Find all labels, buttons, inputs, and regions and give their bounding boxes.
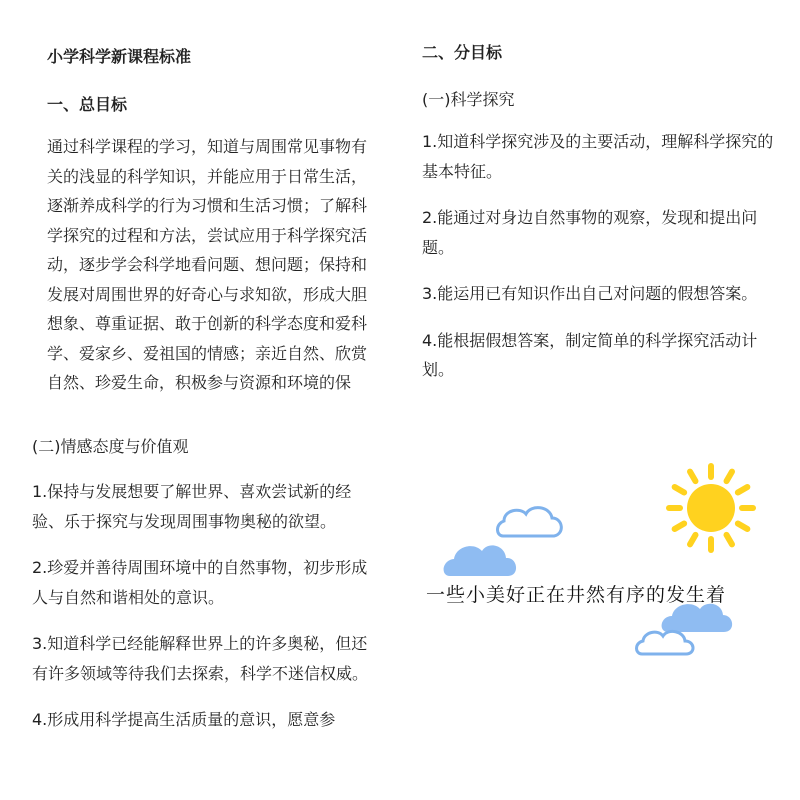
cloud-outline-icon [498,508,562,536]
cloud-icon [444,545,516,576]
sun-ray [727,535,733,545]
subheading-attitude-values: (二)情感态度与价值观 [32,437,189,456]
general-goals-paragraph: 通过科学课程的学习，知道与周围常见事物有关的浅显的科学知识，并能应用于日常生活，逐渐养成科学的行为习惯和生活习惯；了解科学探究的过程和方法，尝试应用于科学探究活动，逐步学会科学地看问题、想问题；保持和发展对周围世界的好奇心与求知欲，形成大胆想象、尊重证据、敢于创新的科学态度和爱科学、爱家乡、爱祖国的情感；亲近自然、欣赏自然、珍爱生命，积极参与资源和环境的保 [47,137,368,392]
list-item: 4.能根据假想答案，制定简单的科学探究活动计划。 [422,330,758,379]
sun-ray [727,472,733,482]
list-item: 1.知道科学探究涉及的主要活动，理解科学探究的基本特征。 [422,132,774,181]
handwritten-caption: 一些小美好正在井然有序的发生着 [426,584,727,606]
subheading-science-inquiry: (一)科学探究 [422,90,515,109]
science-inquiry-list [422,127,774,400]
list-item: 2.珍爱并善待周围环境中的自然事物，初步形成人与自然和谐相处的意识。 [32,558,368,607]
panel-illustration [400,400,800,800]
sun-ray [690,472,696,482]
cloud-icon [662,604,733,632]
section-heading-sub-goals: 二、分目标 [422,43,503,62]
section-heading-general-goals: 一、总目标 [47,95,128,114]
sun-ray [738,524,748,530]
sun-ray [690,535,696,545]
sun-ray [675,487,685,493]
sun-icon [669,466,753,550]
panel-attitude-values [0,400,400,800]
panel-general-goals [0,0,400,400]
list-item: 3.知道科学已经能解释世界上的许多奥秘，但还有许多领域等待我们去探索，科学不迷信权威。 [32,634,369,683]
list-item: 2.能通过对身边自然事物的观察，发现和提出问题。 [422,208,758,257]
list-item: 4.形成用科学提高生活质量的意识，愿意参 [32,710,336,729]
panel-sub-goals [400,0,800,400]
attitude-values-list [32,477,374,752]
cloud-outline-icon [637,631,694,654]
list-item: 1.保持与发展想要了解世界、喜欢尝试新的经验、乐于探究与发现周围事物奥秘的欲望。 [32,482,352,531]
sun-ray [738,487,748,493]
sun-ray [675,524,685,530]
document-title: 小学科学新课程标准 [47,47,192,66]
list-item: 3.能运用已有知识作出自己对问题的假想答案。 [422,284,758,303]
